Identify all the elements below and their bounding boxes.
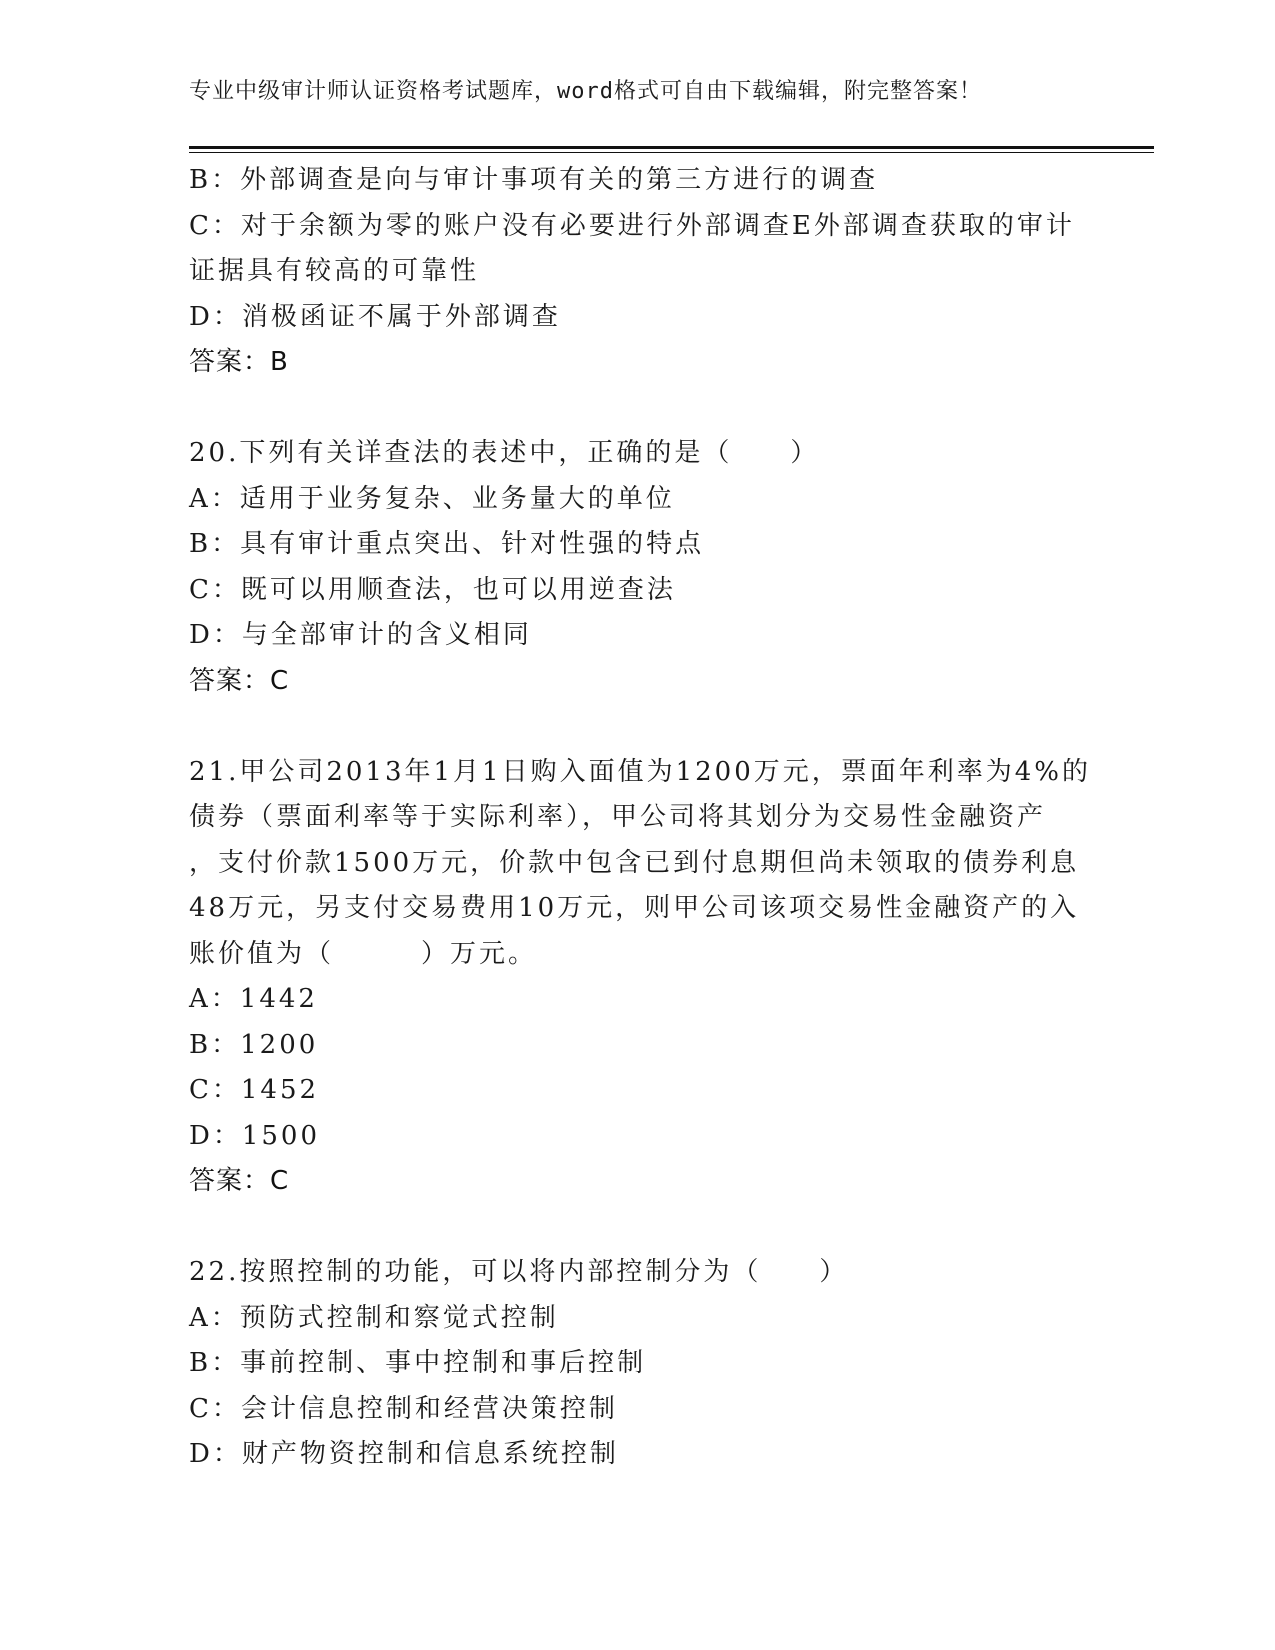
option-b: B：具有审计重点突出、针对性强的特点 bbox=[189, 529, 705, 559]
option-c: C：既可以用顺查法，也可以用逆查法 bbox=[189, 574, 676, 605]
question-19 bbox=[189, 158, 1089, 386]
header-rule-thick bbox=[189, 146, 1154, 149]
option-a: A：1442 bbox=[189, 984, 318, 1014]
option-c: C：对于余额为零的账户没有必要进行外部调查E外部调查获取的审计 bbox=[189, 210, 1075, 241]
question-text: 20.下列有关详查法的表述中，正确的是（ ） bbox=[189, 438, 820, 468]
header-rule-thin bbox=[189, 152, 1154, 153]
page-header: 专业中级审计师认证资格考试题库，word格式可自由下载编辑，附完整答案！ bbox=[189, 79, 982, 104]
question-21 bbox=[189, 750, 1092, 1205]
option-c-continued: 证据具有较高的可靠性 bbox=[189, 256, 480, 286]
spacer bbox=[189, 386, 1089, 432]
question-text: 22.按照控制的功能，可以将内部控制分为（ ） bbox=[189, 1257, 849, 1287]
spacer bbox=[189, 704, 1089, 750]
option-d: D：与全部审计的含义相同 bbox=[189, 620, 532, 650]
option-b: B：事前控制、事中控制和事后控制 bbox=[189, 1348, 647, 1378]
answer: 答案：B bbox=[189, 347, 289, 377]
option-a: A：预防式控制和察觉式控制 bbox=[189, 1302, 559, 1333]
question-22 bbox=[189, 1250, 1089, 1478]
question-text-line: 债券（票面利率等于实际利率），甲公司将其划分为交易性金融资产 bbox=[189, 802, 1047, 832]
option-c: C：会计信息控制和经营决策控制 bbox=[189, 1393, 618, 1424]
option-d: D：1500 bbox=[189, 1120, 321, 1151]
option-c: C：1452 bbox=[189, 1075, 320, 1105]
answer: 答案：C bbox=[189, 1166, 290, 1196]
question-20 bbox=[189, 431, 1089, 704]
option-b: B：1200 bbox=[189, 1029, 319, 1060]
question-text-line: ，支付价款1500万元，价款中包含已到付息期但尚未领取的债券利息 bbox=[189, 847, 1080, 878]
question-text-line: 21.甲公司2013年1月1日购入面值为1200万元，票面年利率为4%的 bbox=[189, 756, 1092, 787]
question-text-line: 48万元，另支付交易费用10万元，则甲公司该项交易性金融资产的入 bbox=[189, 893, 1080, 923]
option-d: D：财产物资控制和信息系统控制 bbox=[189, 1439, 619, 1469]
option-b: B：外部调查是向与审计事项有关的第三方进行的调查 bbox=[189, 165, 879, 195]
answer: 答案：C bbox=[189, 665, 290, 696]
document-body bbox=[189, 158, 1092, 1478]
option-a: A：适用于业务复杂、业务量大的单位 bbox=[189, 483, 675, 514]
question-text-line: 账价值为（ ）万元。 bbox=[189, 938, 538, 969]
option-d: D：消极函证不属于外部调查 bbox=[189, 301, 561, 332]
spacer bbox=[189, 1205, 1089, 1251]
